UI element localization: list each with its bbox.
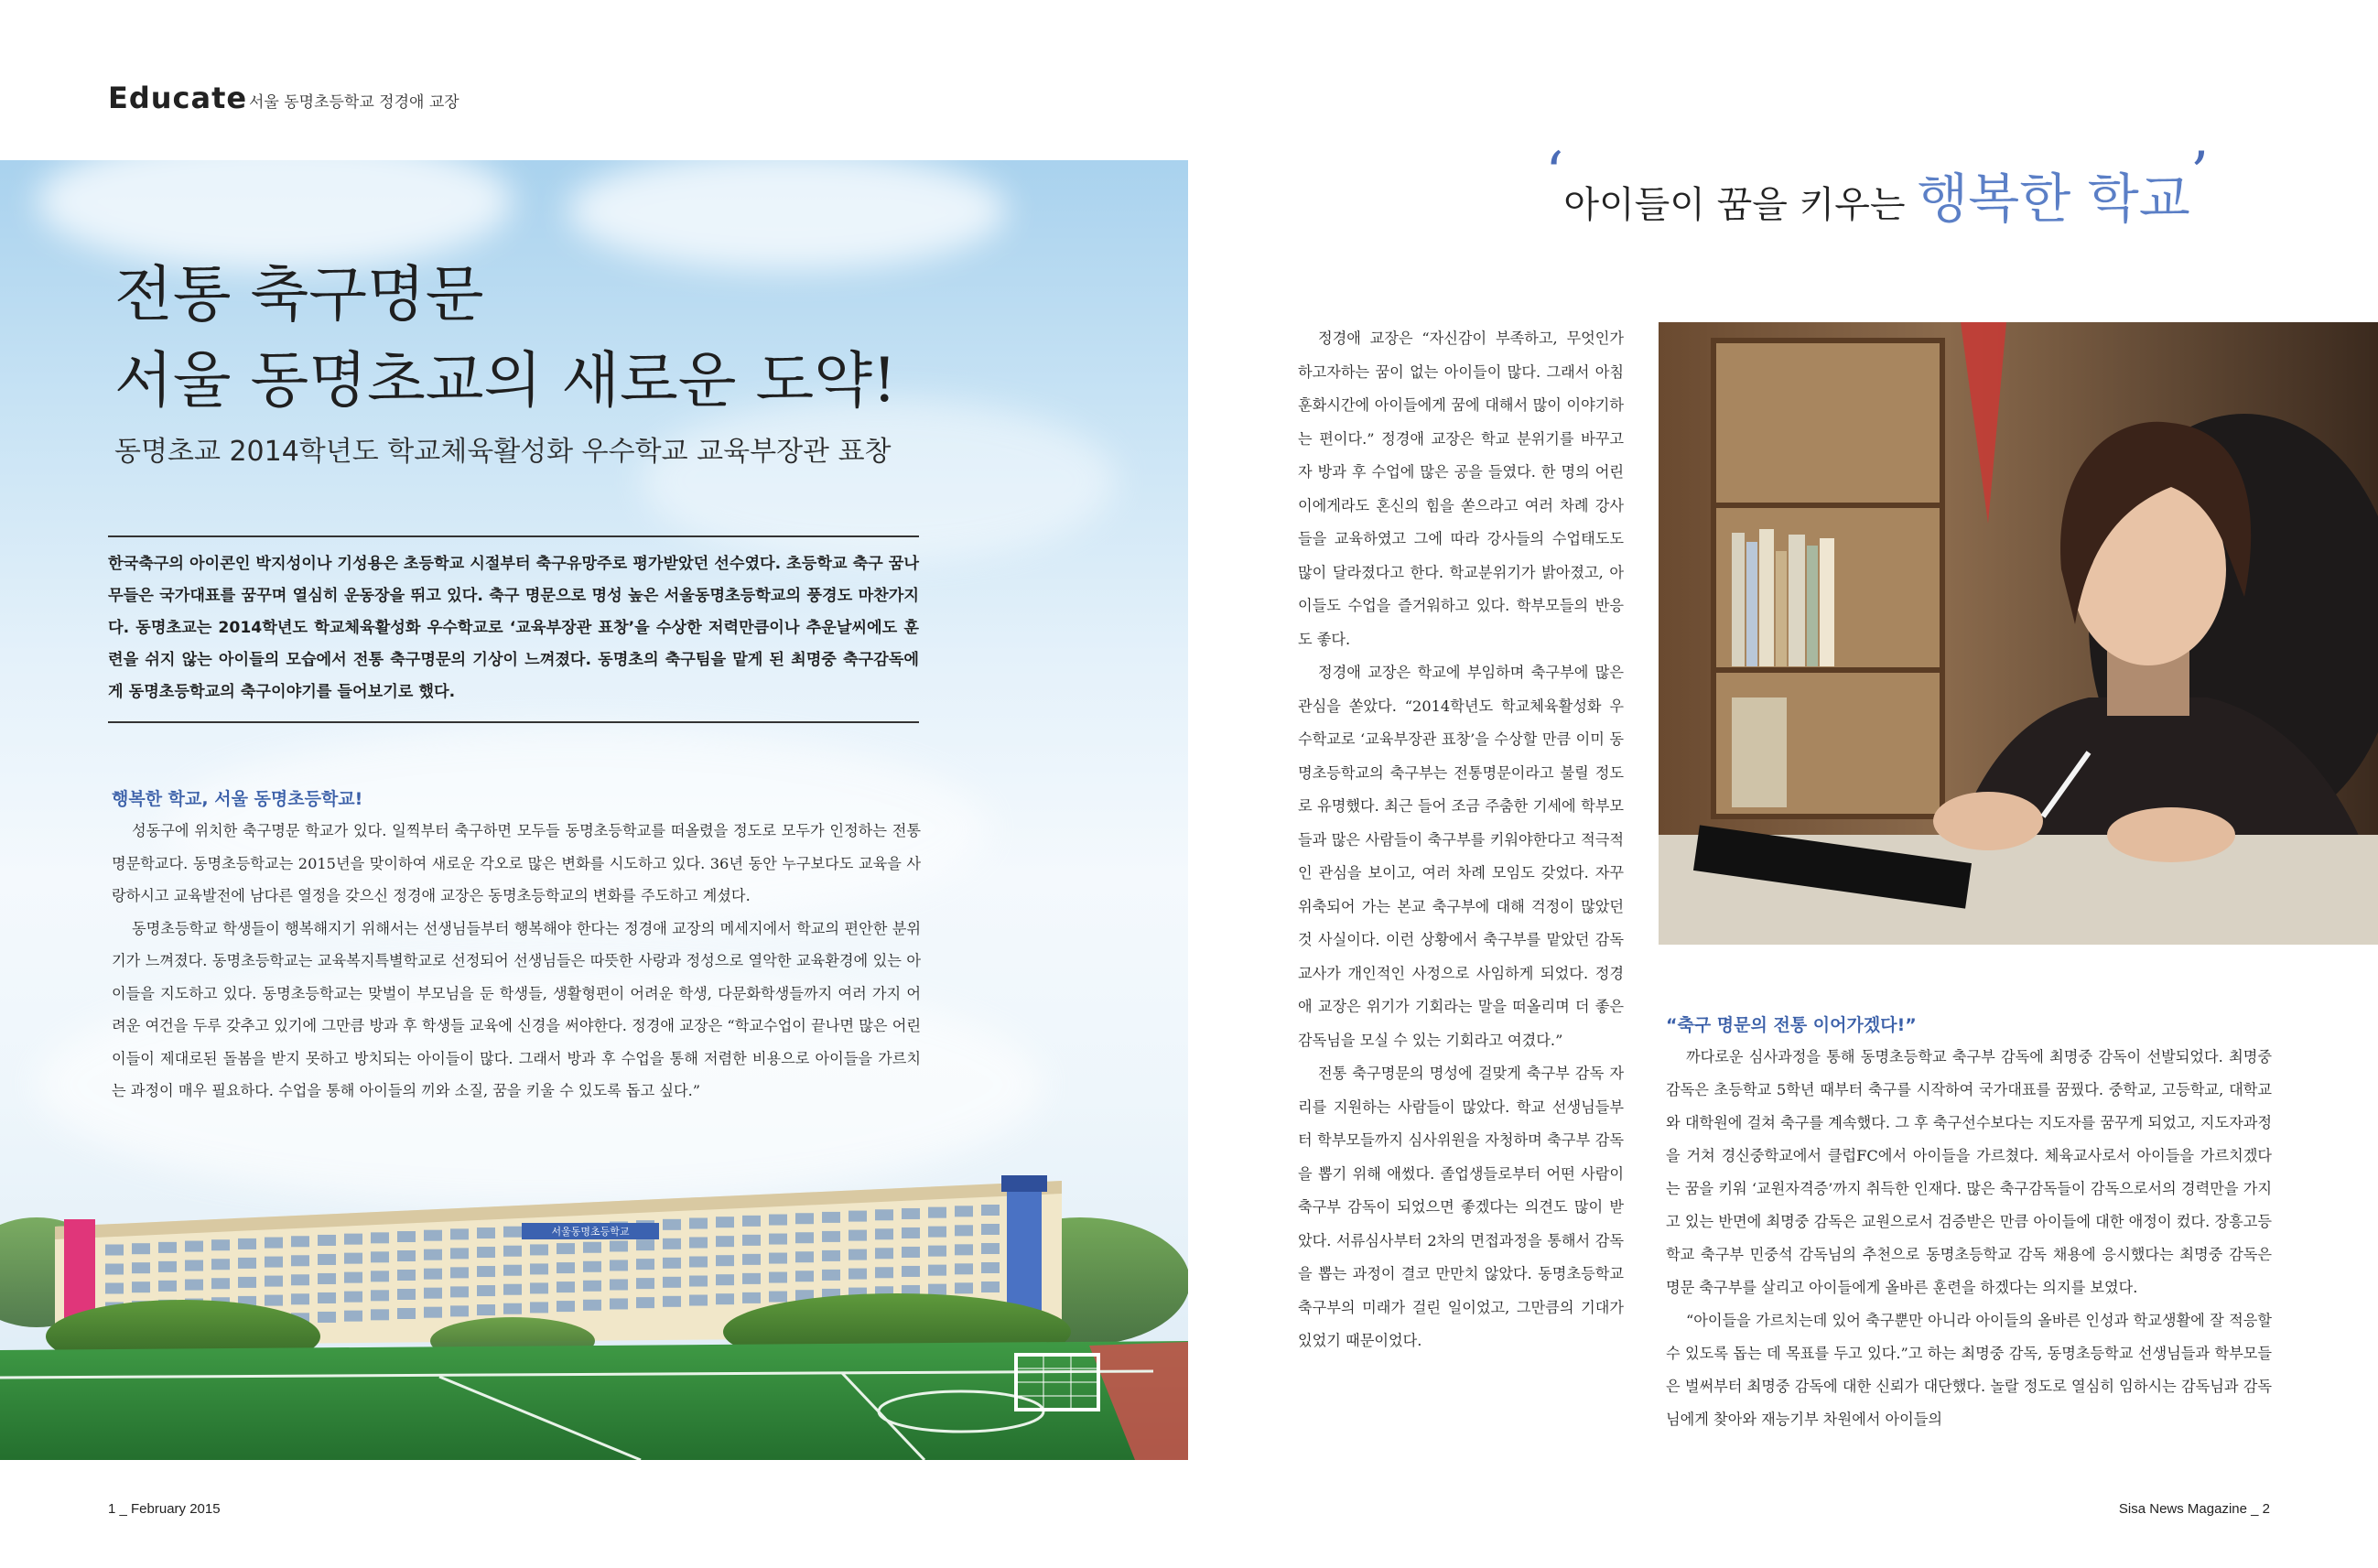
building-window	[902, 1266, 920, 1277]
body-paragraph: “아이들을 가르치는데 있어 축구뿐만 아니라 아이들의 올바른 인성과 학교생활에 잘 적응할 수 있도록 돕는 데 목표를 두고 있다.”고 하는 최명중 감독, 동명초등학교 선생님들과 학부모들은 벌써부터 최명중 감독에 대한 신뢰가 대단했다. 놀랄 정도로 열심히 임하시는 감독님과 감독님에게 찾아와 재능기부 차원에서 아이들의	[1666, 1312, 2272, 1428]
building-window	[238, 1277, 256, 1288]
building-window	[557, 1243, 575, 1254]
building-window	[610, 1260, 628, 1271]
building-window	[742, 1235, 761, 1246]
building-window	[450, 1267, 469, 1278]
building-window	[371, 1271, 389, 1281]
building-window	[769, 1234, 787, 1245]
building-window	[530, 1302, 548, 1313]
building-window	[238, 1258, 256, 1269]
building-window	[822, 1231, 840, 1242]
building-window	[689, 1218, 708, 1229]
building-window	[371, 1290, 389, 1301]
building-window	[875, 1267, 893, 1278]
building-window	[875, 1248, 893, 1259]
building-window	[557, 1281, 575, 1292]
building-window	[503, 1246, 522, 1257]
building-window	[132, 1281, 150, 1292]
building-window	[397, 1289, 416, 1300]
building-window	[663, 1258, 681, 1269]
building-window	[822, 1250, 840, 1261]
building-window	[344, 1311, 362, 1322]
building-window	[689, 1276, 708, 1287]
section-label: Educate	[108, 81, 248, 115]
building-window	[849, 1269, 867, 1280]
body-paragraph: 정경애 교장은 “자신감이 부족하고, 무엇인가 하고자하는 꿈이 없는 아이들이 많다. 그래서 아침 훈화시간에 아이들에게 꿈에 대해서 많이 이야기하는 편이다.” 정경애 교장은 학교 분위기를 바꾸고자 방과 후 수업에 많은 공을 들였다. 한 명의 어린이에게라도 혼신의 힘을 쏟으라고 여러 차례 강사들을 교육하였고 그에 따라 강사들의 수업태도도 많이 달라졌다고 한다. 학교분위기가 밝아졌고, 아이들도 수업을 즐거워하고 있다. 학부모들의 반응도 좋다.	[1298, 330, 1624, 648]
building-window	[318, 1292, 336, 1303]
building-window	[769, 1253, 787, 1264]
building-window	[981, 1224, 1000, 1235]
building-window	[636, 1239, 654, 1250]
building-window	[132, 1243, 150, 1254]
building-window	[769, 1215, 787, 1226]
building-window	[875, 1228, 893, 1239]
building-window	[291, 1293, 309, 1304]
building-window	[955, 1263, 973, 1274]
body-paragraph: 정경애 교장은 학교에 부임하며 축구부에 많은 관심을 쏟았다. “2014학년도 학교체육활성화 우수학교로 ‘교육부장관 표창’을 수상할 만큼 이미 동명초등학교의 축구부는 전통명문이라고 불릴 정도로 유명했다. 최근 들어 조금 주춤한 기세에 학부모들과 많은 사람들이 축구부를 키워야한다고 적극적인 관심을 보이고, 여러 차례 모임도 갖었다. 자꾸 위축되어 가는 본교 축구부에 대해 걱정이 많았던 것 사실이다. 이런 상황에서 축구부를 맡았던 감독교사가 개인적인 사정으로 사임하게 되었다. 정경애 교장은 위기가 기회라는 말을 떠올리며 더 좋은 감독님을 모실 수 있는 기회라고 여겼다.”	[1298, 664, 1624, 1049]
building-window	[928, 1265, 946, 1276]
building-window	[477, 1266, 495, 1277]
building-window	[928, 1207, 946, 1218]
building-window	[795, 1213, 814, 1224]
building-window	[663, 1296, 681, 1307]
building-window	[955, 1244, 973, 1255]
building-window	[265, 1295, 283, 1306]
building-window	[158, 1261, 177, 1272]
building-window	[610, 1298, 628, 1309]
building-window	[132, 1262, 150, 1273]
subheadline: 동명초교 2014학년도 학교체육활성화 우수학교 교육부장관 표창	[114, 436, 892, 468]
building-window	[583, 1281, 601, 1292]
building-window	[211, 1239, 230, 1250]
building-window	[716, 1274, 734, 1285]
building-window	[371, 1232, 389, 1243]
building-window	[185, 1241, 203, 1252]
building-window	[981, 1205, 1000, 1216]
building-window	[769, 1292, 787, 1303]
building-window	[583, 1300, 601, 1311]
building-window	[318, 1312, 336, 1323]
building-window	[928, 1284, 946, 1295]
body-paragraph: 동명초등학교 학생들이 행복해지기 위해서는 선생님들부터 행복해야 한다는 정경애 교장의 메세지에서 학교의 편안한 분위기가 느껴졌다. 동명초등학교는 교육복지특별학교로 선정되어 선생님들은 따뜻한 사랑과 정성으로 열악한 교육환경에 있는 아이들을 지도하고 있다. 동명초등학교는 맞벌이 부모님을 둔 학생들, 생활형편이 어려운 학생, 다문화학생들까지 여러 가지 어려운 여건을 두루 갖추고 있기에 그만큼 방과 후 학생들 교육에 신경을 써야한다. 정경애 교장은 “학교수업이 끝나면 많은 어린이들이 제대로된 돌봄을 받지 못하고 방치되는 아이들이 많다. 그래서 방과 후 수업을 통해 저렴한 비용으로 아이들을 가르치는 과정이 매우 필요하다. 수업을 통해 아이들의 끼와 소질, 꿈을 키울 수 있도록 돕고 싶다.”	[112, 919, 921, 1099]
building-window	[211, 1278, 230, 1289]
building-window	[636, 1278, 654, 1289]
building-window	[742, 1216, 761, 1227]
body-paragraph: 성동구에 위치한 축구명문 학교가 있다. 일찍부터 축구하면 모두들 동명초등학교를 떠올렸을 정도로 모두가 인정하는 전통명문학교다. 동명초등학교는 2015년을 맞이하여 새로운 각오로 많은 변화를 시도하고 있다. 36년 동안 누구보다도 교육을 사랑하시고 교육발전에 남다른 열정을 갖으신 정경애 교장은 동명초등학교의 변화를 주도하고 계셨다.	[112, 822, 921, 904]
quote-close-mark: ’	[2189, 140, 2210, 208]
building-window	[344, 1272, 362, 1283]
right-body-text	[1666, 1041, 2272, 1436]
building-window	[105, 1264, 124, 1275]
building-window	[742, 1292, 761, 1303]
school-photo	[0, 1162, 1188, 1460]
building-window	[318, 1273, 336, 1284]
building-window	[105, 1245, 124, 1256]
left-page-folio: 1 _ February 2015	[108, 1501, 221, 1517]
pull-quote-text: 아이들이 꿈을 키우는	[1563, 184, 1918, 226]
building-window	[344, 1253, 362, 1264]
building-window	[557, 1301, 575, 1312]
building-window	[928, 1227, 946, 1238]
building-window	[955, 1282, 973, 1293]
building-window	[185, 1280, 203, 1291]
building-window	[318, 1254, 336, 1265]
building-window	[902, 1227, 920, 1238]
headline-line-2: 서울 동명초교의 새로운 도약!	[114, 345, 897, 416]
building-window	[530, 1263, 548, 1274]
building-window	[849, 1249, 867, 1260]
section-subtitle: 서울 동명초등학교 정경애 교장	[249, 93, 459, 112]
building-window	[981, 1243, 1000, 1254]
quote-open-mark: ‘	[1545, 140, 1564, 208]
building-window	[795, 1251, 814, 1262]
building-window	[158, 1281, 177, 1292]
building-window	[211, 1259, 230, 1270]
building-window	[450, 1305, 469, 1316]
building-window	[265, 1257, 283, 1268]
building-window	[557, 1262, 575, 1273]
body-paragraph: 까다로운 심사과정을 통해 동명초등학교 축구부 감독에 최명중 감독이 선발되었다. 최명중 감독은 초등학교 5학년 때부터 축구를 시작하여 국가대표를 꿈꿨다. 중학교, 고등학교, 대학교와 대학원에 걸쳐 축구를 계속했다. 그 후 축구선수보다는 지도자를 꿈꾸게 되었고, 지도자과정을 거쳐 경신중학교에서 클럽FC에서 아이들을 가르쳤다. 체육교사로서 아이들을 가르치겠다는 꿈을 키워 ‘교원자격증’까지 취득한 인재다. 많은 축구감독들이 감독으로서의 경력만을 가지고 있는 반면에 최명중 감독은 교원으로서 검증받은 만큼 아이들에 대한 애정이 컸다. 장흥고등학교 축구부 민중석 감독님의 추천으로 동명초등학교 감독 채용에 응시했다는 최명중 감독은 명문 축구부를 살리고 아이들에게 올바른 훈련을 하겠다는 의지를 보였다.	[1666, 1048, 2272, 1296]
building-window	[450, 1228, 469, 1239]
building-window	[318, 1235, 336, 1246]
right-page-folio: Sisa News Magazine _ 2	[2118, 1501, 2270, 1517]
building-window	[371, 1251, 389, 1262]
building-window	[265, 1238, 283, 1249]
building-window	[291, 1236, 309, 1247]
building-window	[344, 1292, 362, 1303]
building-window	[503, 1265, 522, 1276]
building-window	[716, 1217, 734, 1227]
building-window	[636, 1259, 654, 1270]
building-window	[955, 1206, 973, 1217]
building-window	[742, 1254, 761, 1265]
building-window	[424, 1230, 442, 1241]
building-window	[371, 1309, 389, 1320]
building-window	[424, 1307, 442, 1318]
building-window	[503, 1284, 522, 1295]
building-window	[397, 1231, 416, 1242]
school-sign-text: 서울동명초등학교	[551, 1226, 630, 1238]
building-window	[769, 1272, 787, 1283]
building-window	[849, 1230, 867, 1241]
lead-paragraph: 한국축구의 아이콘인 박지성이나 기성용은 초등학교 시절부터 축구유망주로 평가받았던 선수였다. 초등학교 축구 꿈나무들은 국가대표를 꿈꾸며 열심히 운동장을 뛰고 있다. 축구 명문으로 명성 높은 서울동명초등학교의 풍경도 마찬가지다. 동명초교는 2014학년도 학교체육활성화 우수학교로 ‘교육부장관 표창’을 수상한 저력만큼이나 추운날씨에도 훈련을 쉬지 않는 아이들의 모습에서 전통 축구명문의 기상이 느껴졌다. 동명초의 축구팀을 맡게 된 최명중 축구감독에게 동명초등학교의 축구이야기를 들어보기로 했다.	[108, 535, 919, 723]
building-window	[424, 1269, 442, 1280]
building-window	[503, 1303, 522, 1314]
building-window	[663, 1219, 681, 1230]
pull-quote-accent: 행복한 학교	[1917, 168, 2190, 230]
building-window	[105, 1283, 124, 1294]
building-window	[185, 1260, 203, 1271]
middle-column-text	[1298, 322, 1624, 1358]
building-window	[822, 1212, 840, 1223]
building-window	[477, 1247, 495, 1258]
building-window	[716, 1293, 734, 1304]
headline-line-1: 전통 축구명문	[114, 259, 484, 330]
building-window	[397, 1308, 416, 1319]
building-window	[450, 1248, 469, 1259]
pull-quote	[1545, 140, 2210, 232]
building-window	[955, 1225, 973, 1236]
building-window	[981, 1262, 1000, 1273]
building-window	[424, 1288, 442, 1299]
portrait-photo	[1659, 322, 2378, 945]
building-window	[530, 1282, 548, 1293]
building-window	[902, 1247, 920, 1258]
building-window	[291, 1274, 309, 1285]
building-window	[397, 1270, 416, 1281]
building-window	[742, 1273, 761, 1284]
building-window	[610, 1279, 628, 1290]
building-window	[583, 1242, 601, 1253]
building-window	[397, 1250, 416, 1261]
left-body-text	[112, 815, 921, 1108]
building-window	[663, 1277, 681, 1288]
building-window	[450, 1286, 469, 1297]
building-window	[795, 1271, 814, 1281]
building-window	[689, 1295, 708, 1306]
building-window	[928, 1246, 946, 1257]
building-window	[424, 1249, 442, 1260]
body-paragraph: 전통 축구명문의 명성에 걸맞게 축구부 감독 자리를 지원하는 사람들이 많았다. 학교 선생님들부터 학부모들까지 심사위원을 자청하며 축구부 감독을 뽑기 위해 애썼다. 졸업생들로부터 어떤 사람이 축구부 감독이 되었으면 좋겠다는 의견도 많이 받았다. 서류심사부터 2차의 면접과정을 통해서 감독을 뽑는 과정이 결코 만만치 않았다. 동명초등학교 축구부의 미래가 걸린 일이었고, 그만큼의 기대가 있었기 때문이었다.	[1298, 1065, 1624, 1349]
building-window	[716, 1255, 734, 1266]
building-window	[663, 1238, 681, 1249]
building-window	[477, 1227, 495, 1238]
building-window	[503, 1227, 522, 1238]
building-window	[583, 1261, 601, 1272]
building-window	[689, 1238, 708, 1249]
building-window	[530, 1244, 548, 1255]
building-window	[849, 1211, 867, 1222]
left-section-heading: 행복한 학교, 서울 동명초등학교!	[112, 789, 363, 809]
building-window	[158, 1242, 177, 1253]
building-window	[981, 1281, 1000, 1292]
building-window	[636, 1297, 654, 1308]
building-window	[716, 1236, 734, 1247]
building-window	[610, 1240, 628, 1251]
building-window	[265, 1276, 283, 1287]
building-window	[238, 1238, 256, 1249]
building-window	[291, 1255, 309, 1266]
building-window	[477, 1285, 495, 1296]
building-window	[875, 1209, 893, 1220]
right-section-heading: “축구 명문의 전통 이어가겠다!”	[1666, 1015, 1917, 1035]
building-window	[477, 1304, 495, 1315]
building-window	[902, 1208, 920, 1219]
building-window	[344, 1234, 362, 1245]
building-window	[689, 1257, 708, 1268]
building-window	[795, 1232, 814, 1243]
building-window	[822, 1270, 840, 1281]
